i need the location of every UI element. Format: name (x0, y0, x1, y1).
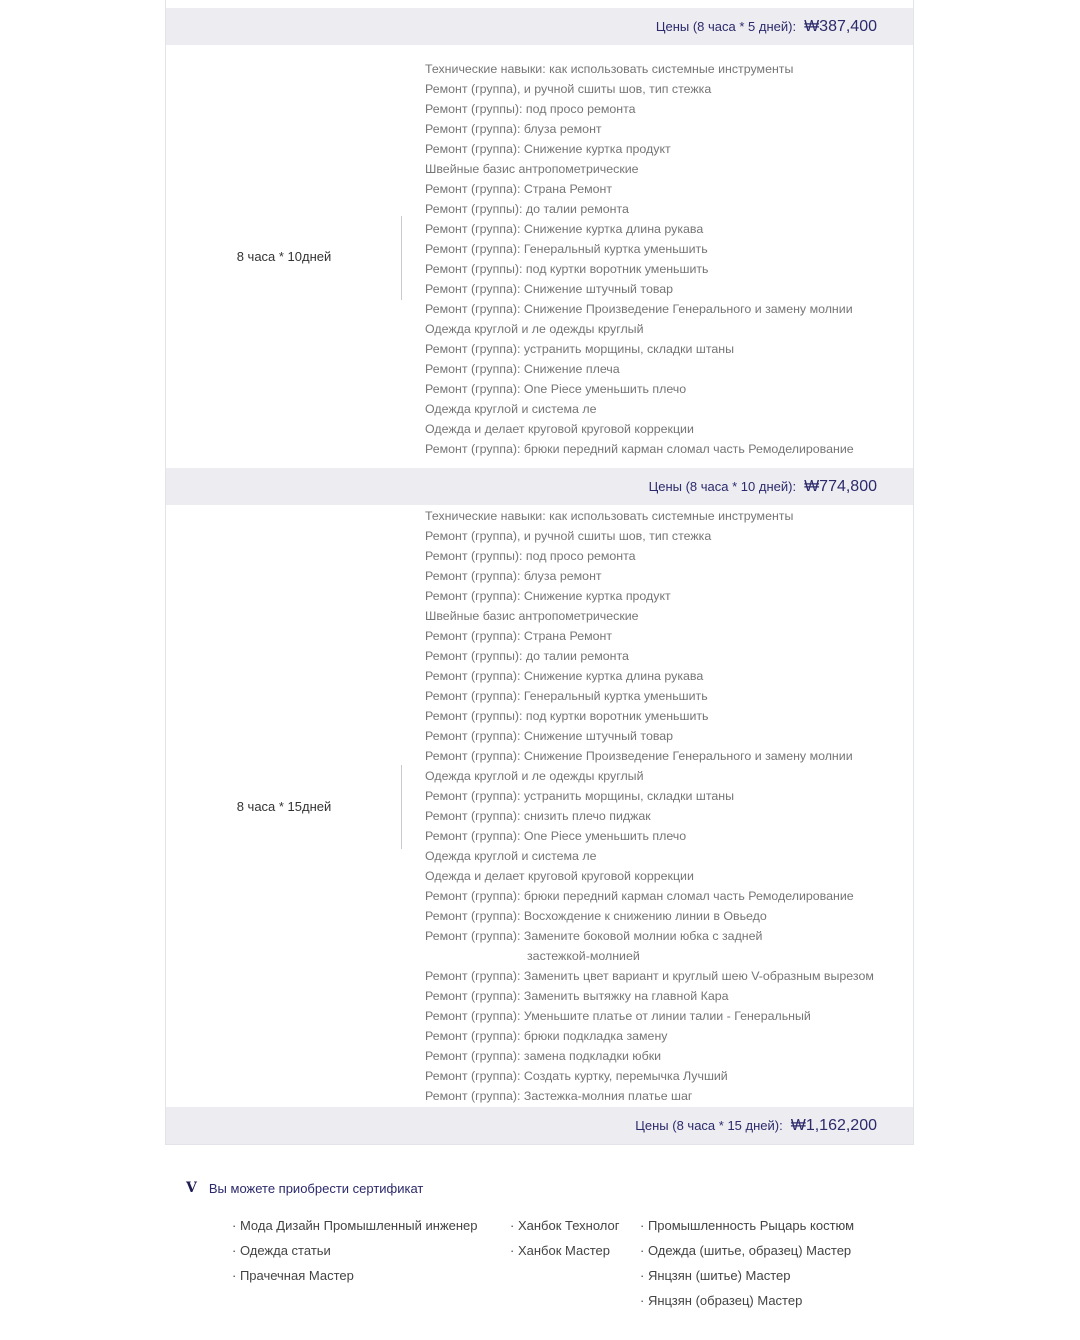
curriculum-item: Ремонт (группа): Страна Ремонт (425, 182, 613, 196)
price-value: ₩774,800 (804, 477, 877, 495)
certificate-col-3 (640, 1213, 854, 1313)
curriculum-item: Швейные базис антропометрические (425, 609, 639, 623)
v-chevron-icon: V (186, 1180, 197, 1196)
curriculum-item: Ремонт (группа): Восхождение к снижению линии в Овьедо (425, 909, 767, 923)
curriculum-item: Ремонт (группа), и ручной сшиты шов, тип стежка (425, 82, 712, 96)
certificate-item: · Ханбок Мастер (510, 1243, 610, 1258)
curriculum-item: Ремонт (группа): устранить морщины, складки штаны (425, 789, 734, 803)
curriculum-item: Ремонт (группа): One Piece уменьшить плечо (425, 829, 687, 843)
curriculum-item: Ремонт (группа): Снижение куртка длина рукава (425, 669, 704, 683)
curriculum-item: Ремонт (группа): Застежка-молния платье шаг (425, 1089, 693, 1103)
curriculum-item: Ремонт (группа): One Piece уменьшить плечо (425, 382, 687, 396)
curriculum-item: Ремонт (группа): Снижение Произведение Генерального и замену молнии (425, 302, 853, 316)
curriculum-item: Ремонт (группа): Снижение куртка продукт (425, 589, 671, 603)
price-value: ₩1,162,200 (790, 1116, 877, 1134)
curriculum-item: Ремонт (группа): устранить морщины, складки штаны (425, 342, 734, 356)
curriculum-item: Ремонт (группа): брюки передний карман сломал часть Ремоделирование (425, 442, 854, 456)
certificate-item: · Мода Дизайн Промышленный инженер (232, 1218, 478, 1233)
price-label: Цены (8 часа * 10 дней): (648, 479, 797, 494)
certificate-item: · Янцзян (шитье) Мастер (640, 1268, 791, 1283)
certificate-item: · Янцзян (образец) Мастер (640, 1293, 803, 1308)
course-price-table (165, 0, 914, 1145)
curriculum-item: Технические навыки: как использовать системные инструменты (425, 509, 794, 523)
duration-cell (166, 505, 402, 1107)
certificate-item: · Одежда (шитье, образец) Мастер (640, 1243, 852, 1258)
curriculum-item: Ремонт (группа): Заменить вытяжку на главной Кара (425, 989, 729, 1003)
curriculum-item: Ремонт (группа): Снижение куртка продукт (425, 142, 671, 156)
curriculum-item: Ремонт (группа): замена подкладки юбки (425, 1049, 662, 1063)
curriculum-item: Ремонт (группы): под просо ремонта (425, 549, 636, 563)
curriculum-item: Ремонт (группа): брюки передний карман сломал часть Ремоделирование (425, 889, 854, 903)
certificate-col-2 (510, 1213, 619, 1263)
duration-cell (166, 45, 402, 468)
curriculum-item: Ремонт (группы): под просо ремонта (425, 102, 636, 116)
curriculum-item: Ремонт (группа): брюки подкладка замену (425, 1029, 668, 1043)
certificate-item: · Прачечная Мастер (232, 1268, 354, 1283)
curriculum-item: Ремонт (группа): блуза ремонт (425, 569, 602, 583)
curriculum-list (402, 45, 913, 468)
cell-divider (401, 765, 402, 849)
curriculum-item: Ремонт (группа), и ручной сшиты шов, тип стежка (425, 529, 712, 543)
curriculum-item: Ремонт (группа): Заменить цвет вариант и круглый шею V-образным вырезом (425, 969, 874, 983)
curriculum-item: Ремонт (группа): Снижение Произведение Генерального и замену молнии (425, 749, 853, 763)
price-row-15-days (166, 1107, 913, 1144)
duration-label: 8 часа * 10дней (236, 249, 332, 264)
curriculum-item: Одежда круглой и система ле (425, 402, 597, 416)
curriculum-item: Одежда круглой и ле одежды круглый (425, 769, 644, 783)
curriculum-item: Швейные базис антропометрические (425, 162, 639, 176)
cell-divider (401, 216, 402, 300)
curriculum-item: Ремонт (группа): блуза ремонт (425, 122, 602, 136)
course-block-15-days (166, 505, 913, 1107)
certificate-item: · Промышленность Рыцарь костюм (640, 1218, 855, 1233)
curriculum-item: Ремонт (группа): Снижение штучный товар (425, 282, 674, 296)
duration-label: 8 часа * 15дней (236, 798, 332, 814)
curriculum-item: Ремонт (группа): Снижение штучный товар (425, 729, 674, 743)
curriculum-item: Одежда и делает круговой круговой коррекции (425, 869, 694, 883)
curriculum-item: Одежда круглой и ле одежды круглый (425, 322, 644, 336)
certificate-col-1 (232, 1213, 478, 1288)
curriculum-item: Ремонт (группа): снизить плечо пиджак (425, 809, 651, 823)
price-row-5-days (166, 8, 913, 45)
curriculum-list (402, 505, 913, 1107)
price-label: Цены (8 часа * 15 дней): (635, 1118, 783, 1133)
price-row-10-days (166, 468, 913, 505)
price-label: Цены (8 часа * 5 дней): (655, 19, 797, 34)
curriculum-item: Ремонт (группа): Уменьшите платье от линии талии - Генеральный (425, 1009, 811, 1023)
curriculum-item: Ремонт (группа): Снижение куртка длина рукава (425, 222, 704, 236)
curriculum-item: Ремонт (группа): Генеральный куртка уменьшить (425, 242, 708, 256)
curriculum-item: Ремонт (группа): Генеральный куртка уменьшить (425, 689, 708, 703)
curriculum-item: Ремонт (группы): под куртки воротник уменьшить (425, 709, 709, 723)
curriculum-item: Одежда круглой и система ле (425, 849, 597, 863)
curriculum-item: Ремонт (группы): до талии ремонта (425, 649, 629, 663)
curriculum-item: Ремонт (группа): Снижение плеча (425, 362, 620, 376)
curriculum-item: Одежда и делает круговой круговой коррекции (425, 422, 694, 436)
certificate-section (186, 1180, 423, 1196)
price-value: ₩387,400 (804, 17, 877, 35)
course-block-10-days (166, 45, 913, 468)
curriculum-item: Ремонт (группы): под куртки воротник уменьшить (425, 262, 709, 276)
curriculum-item: Ремонт (группы): до талии ремонта (425, 202, 629, 216)
certificate-item: · Одежда статьи (232, 1243, 331, 1258)
certificate-item: · Ханбок Технолог (510, 1218, 620, 1233)
certificate-heading (186, 1180, 423, 1196)
certificate-title: Вы можете приобрести сертификат (208, 1180, 424, 1196)
curriculum-item: Ремонт (группа): Страна Ремонт (425, 629, 613, 643)
curriculum-item: застежкой-молнией (527, 949, 640, 963)
curriculum-item: Технические навыки: как использовать системные инструменты (425, 62, 794, 76)
curriculum-item: Ремонт (группа): Замените боковой молнии юбка с задней (425, 929, 763, 943)
curriculum-item: Ремонт (группа): Создать куртку, перемычка Лучший (425, 1069, 728, 1083)
